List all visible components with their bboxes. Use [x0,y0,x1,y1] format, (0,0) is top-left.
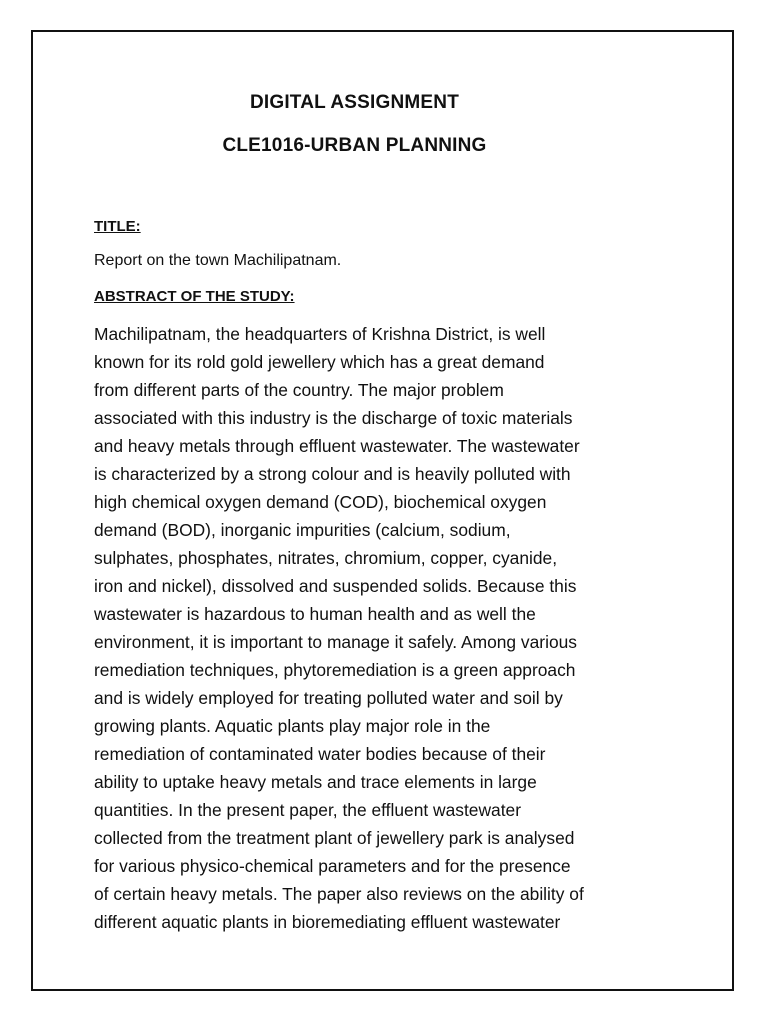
abstract-line: is characterized by a strong colour and is heavily polluted with [94,464,571,484]
abstract-body [94,320,684,936]
abstract-line: for various physico-chemical parameters and for the presence [94,856,571,876]
course-heading: CLE1016-URBAN PLANNING [222,135,487,156]
abstract-line: associated with this industry is the discharge of toxic materials [94,408,573,428]
title-label: TITLE: [94,218,141,235]
abstract-line: and is widely employed for treating polluted water and soil by [94,688,563,708]
abstract-line: Machilipatnam, the headquarters of Krishna District, is well [94,324,546,344]
abstract-line: from different parts of the country. The major problem [94,380,504,400]
abstract-line: and heavy metals through effluent wastewater. The wastewater [94,436,580,456]
assignment-heading: DIGITAL ASSIGNMENT [249,92,460,113]
abstract-line: environment, it is important to manage it safely. Among various [94,632,577,652]
title-text: Report on the town Machilipatnam. [94,252,342,269]
abstract-line: collected from the treatment plant of jewellery park is analysed [94,828,575,848]
abstract-label: ABSTRACT OF THE STUDY: [94,288,295,305]
abstract-line: high chemical oxygen demand (COD), biochemical oxygen [94,492,547,512]
abstract-line: remediation techniques, phytoremediation is a green approach [94,660,576,680]
abstract-line: quantities. In the present paper, the effluent wastewater [94,800,521,820]
abstract-line: demand (BOD), inorganic impurities (calcium, sodium, [94,520,511,540]
abstract-line: sulphates, phosphates, nitrates, chromium, copper, cyanide, [94,548,558,568]
page-border [31,30,734,991]
abstract-line: ability to uptake heavy metals and trace elements in large [94,772,537,792]
abstract-line: of certain heavy metals. The paper also reviews on the ability of [94,884,584,904]
abstract-line: wastewater is hazardous to human health and as well the [94,604,536,624]
abstract-line: different aquatic plants in bioremediating effluent wastewater [94,912,561,932]
abstract-line: known for its rold gold jewellery which has a great demand [94,352,545,372]
abstract-line: iron and nickel), dissolved and suspended solids. Because this [94,576,577,596]
abstract-line: remediation of contaminated water bodies because of their [94,744,546,764]
abstract-line: growing plants. Aquatic plants play major role in the [94,716,491,736]
